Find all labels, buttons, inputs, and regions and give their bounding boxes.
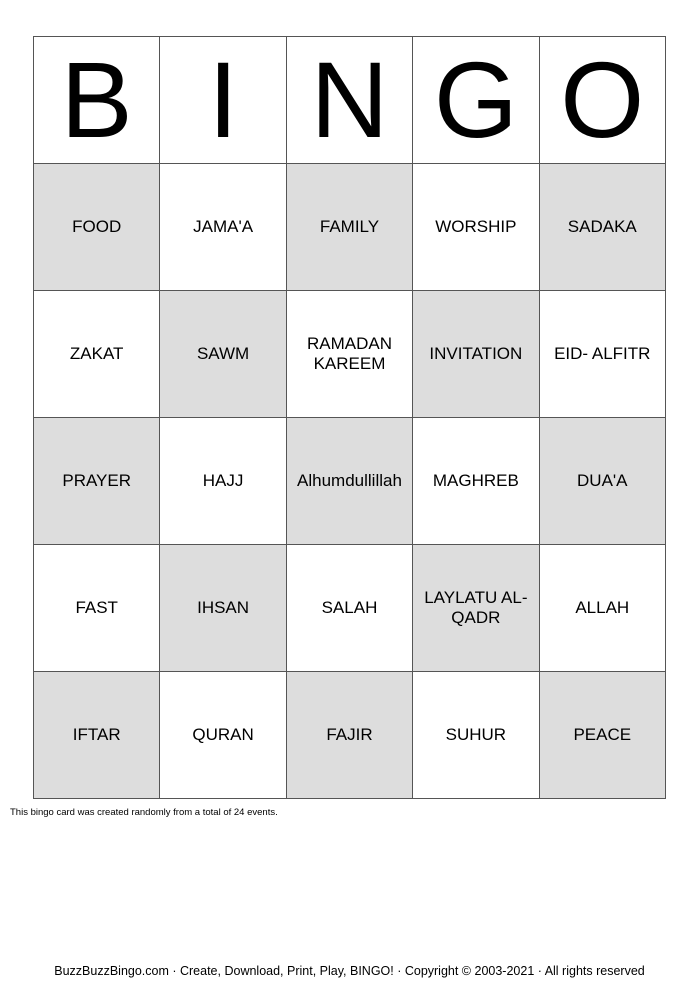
bingo-cell: SUHUR — [413, 672, 539, 799]
card-row — [34, 291, 666, 418]
bingo-cell: JAMA'A — [160, 164, 286, 291]
bingo-cell: IFTAR — [34, 672, 160, 799]
bingo-cell: HAJJ — [160, 418, 286, 545]
bingo-cell: MAGHREB — [413, 418, 539, 545]
header-row — [34, 37, 666, 164]
bingo-cell: EID- ALFITR — [539, 291, 665, 418]
bingo-cell: SADAKA — [539, 164, 665, 291]
bingo-cell: QURAN — [160, 672, 286, 799]
card-row — [34, 672, 666, 799]
bingo-cell: PEACE — [539, 672, 665, 799]
card-row — [34, 545, 666, 672]
bingo-cell: ZAKAT — [34, 291, 160, 418]
bingo-cell: RAMADAN KAREEM — [286, 291, 412, 418]
bingo-cell: LAYLATU AL-QADR — [413, 545, 539, 672]
card-row — [34, 164, 666, 291]
bingo-cell: FAMILY — [286, 164, 412, 291]
card-row — [34, 418, 666, 545]
bingo-card — [33, 36, 666, 799]
header-letter-i: I — [160, 37, 286, 164]
bingo-cell: FOOD — [34, 164, 160, 291]
bingo-cell: IHSAN — [160, 545, 286, 672]
bingo-cell: Alhumdullillah — [286, 418, 412, 545]
bingo-cell: DUA'A — [539, 418, 665, 545]
header-letter-b: B — [34, 37, 160, 164]
bingo-cell: SALAH — [286, 545, 412, 672]
bingo-cell: INVITATION — [413, 291, 539, 418]
bingo-cell: FAJIR — [286, 672, 412, 799]
footer — [0, 964, 699, 978]
bingo-cell: SAWM — [160, 291, 286, 418]
bingo-cell: ALLAH — [539, 545, 665, 672]
card-note: This bingo card was created randomly from a total of 24 events. — [10, 807, 278, 818]
bingo-cell: PRAYER — [34, 418, 160, 545]
bingo-cell: FAST — [34, 545, 160, 672]
header-letter-g: G — [413, 37, 539, 164]
footer-text: BuzzBuzzBingo.com · Create, Download, Print, Play, BINGO! · Copyright © 2003-2021 · All rights reserved — [54, 964, 645, 978]
header-letter-o: O — [539, 37, 665, 164]
bingo-cell: WORSHIP — [413, 164, 539, 291]
header-letter-n: N — [286, 37, 412, 164]
